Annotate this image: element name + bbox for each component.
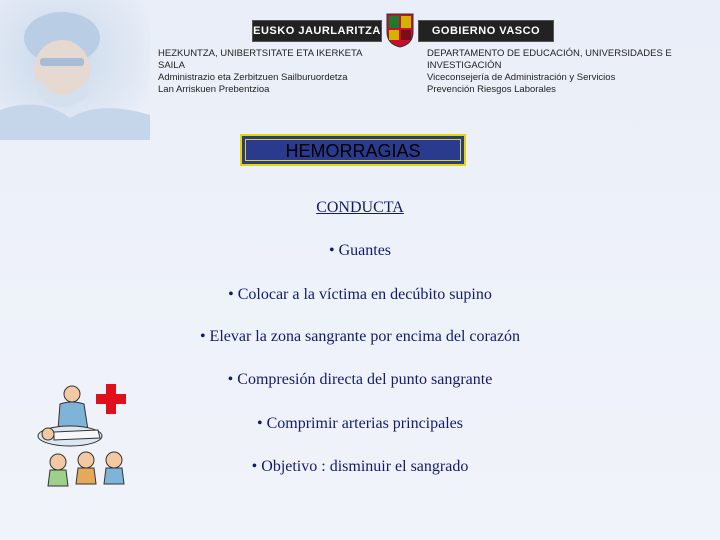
list-item: • Guantes bbox=[328, 242, 392, 259]
list-item: • Colocar a la víctima en decúbito supino bbox=[228, 286, 492, 303]
surgeon-photo bbox=[0, 0, 150, 140]
basque-shield-icon bbox=[385, 12, 415, 48]
section-heading: CONDUCTA bbox=[316, 199, 404, 216]
list-item: • Objetivo : disminuir el sangrado bbox=[251, 458, 469, 475]
dept-left-line: SAILA bbox=[158, 60, 185, 71]
first-aid-cross-icon bbox=[96, 384, 126, 414]
dept-right-line: Viceconsejería de Administración y Servicios bbox=[427, 72, 616, 83]
dept-left-line: Administrazio eta Zerbitzuen Sailburuordetza bbox=[158, 72, 348, 83]
first-aid-scene-clipart bbox=[30, 380, 140, 490]
dept-left-line: HEZKUNTZA, UNIBERTSITATE ETA IKERKETA bbox=[158, 48, 363, 59]
department-right bbox=[427, 48, 672, 96]
list-item: • Comprimir arterias principales bbox=[257, 415, 463, 432]
department-left bbox=[158, 48, 362, 96]
list-item: • Elevar la zona sangrante por encima del corazón bbox=[199, 328, 521, 345]
banner-left-label: EUSKO JAURLARITZA bbox=[252, 20, 382, 42]
banner-right-label: GOBIERNO VASCO bbox=[418, 20, 554, 42]
dept-right-line: INVESTIGACIÓN bbox=[427, 60, 502, 71]
government-banner bbox=[252, 18, 552, 44]
title-box bbox=[240, 134, 466, 166]
dept-left-line: Lan Arriskuen Prebentzioa bbox=[158, 84, 270, 95]
page-title: HEMORRAGIAS bbox=[245, 139, 461, 161]
dept-right-line: Prevención Riesgos Laborales bbox=[427, 84, 556, 95]
list-item: • Compresión directa del punto sangrante bbox=[227, 371, 493, 388]
dept-right-line: DEPARTAMENTO DE EDUCACIÓN, UNIVERSIDADES E bbox=[427, 48, 672, 59]
